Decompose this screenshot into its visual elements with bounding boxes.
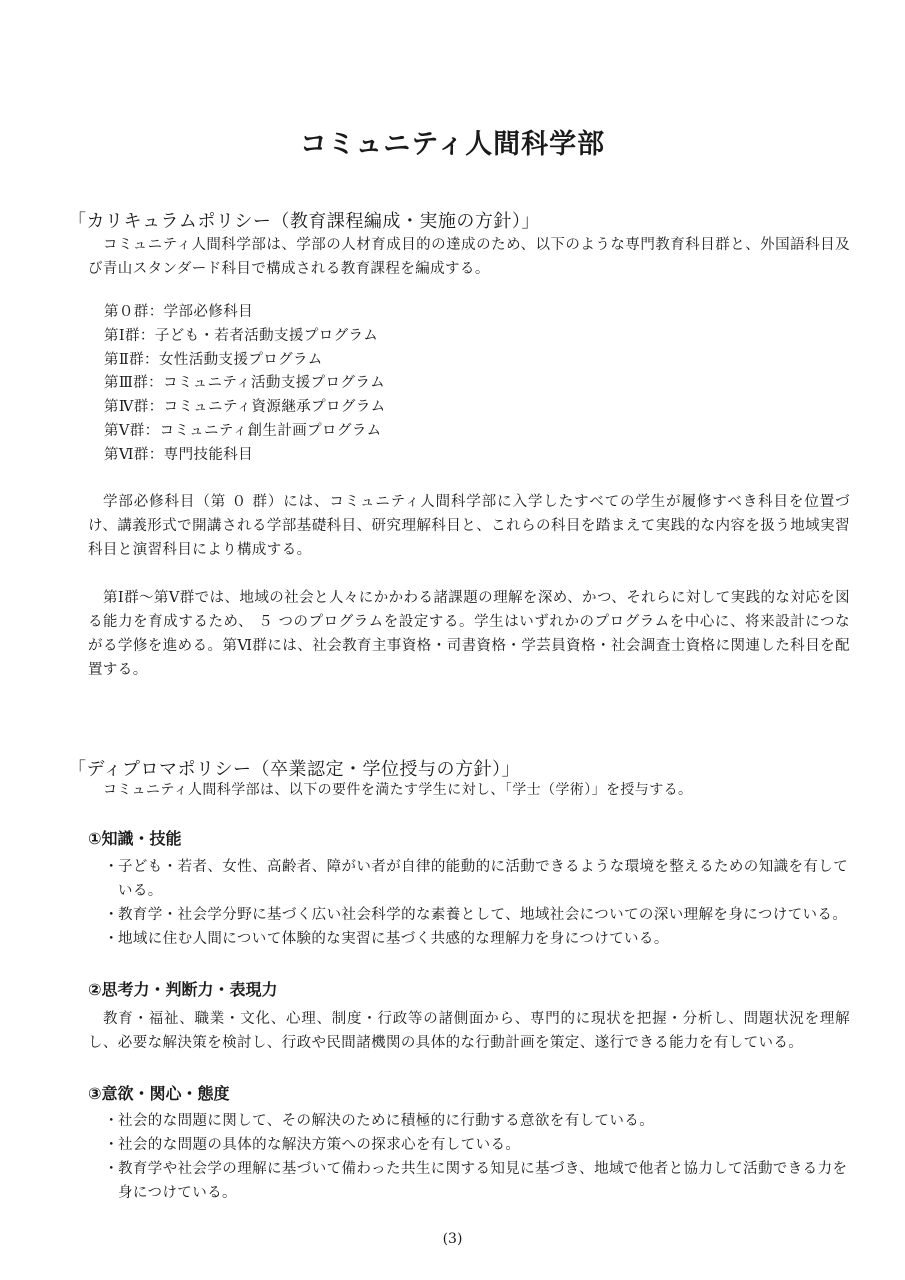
list-item: ・教育学や社会学の理解に基づいて備わった共生に関する知見に基づき、地域で他者と協力して活動できる力を身につけている。 — [104, 1157, 856, 1205]
diploma-intro: コミュニティ人間科学部は、以下の要件を満たす学生に対し、「学士（学術）」を授与する。 — [103, 782, 693, 798]
subject-group-list — [104, 301, 386, 468]
page-title: コミュニティ人間科学部 — [299, 129, 606, 160]
thinking-judgment-heading: ②思考力・判断力・表現力 — [88, 980, 278, 999]
subject-group-item: 第Ⅴ群：コミュニティ創生計画プログラム — [104, 422, 382, 439]
motivation-attitude-list — [104, 1109, 856, 1205]
list-item: ・地域に住む人間について体験的な実習に基づく共感的な理解力を身につけている。 — [104, 927, 856, 951]
curriculum-paragraph-required: 学部必修科目（第 ０ 群）には、コミュニティ人間科学部に入学したすべての学生が履修すべき科目を位置づけ、講義形式で開講される学部基礎科目、研究理解科目と、これらの科目を踏まえて実践的な内容を扱う地域実習科目と演習科目により構成する。 — [88, 494, 850, 558]
motivation-attitude-heading: ③意欲・関心・態度 — [88, 1084, 230, 1103]
knowledge-skills-list — [104, 855, 856, 951]
bullet-mark: ・ — [104, 931, 119, 947]
diploma-policy-heading: 「ディプロマポリシー（卒業認定・学位授与の方針）」 — [68, 759, 521, 780]
list-item: ・教育学・社会学分野に基づく広い社会科学的な素養として、地域社会についての深い理解を身につけている。 — [104, 903, 856, 927]
subject-group-item: 第Ⅰ群：子ども・若者活動支援プログラム — [104, 327, 379, 344]
subject-group-item: 第Ⅲ群：コミュニティ活動支援プログラム — [104, 375, 385, 392]
bullet-mark: ・ — [104, 859, 119, 875]
list-item: ・社会的な問題の具体的な解決方策への探求心を有している。 — [104, 1133, 856, 1157]
curriculum-paragraph-programs: 第Ⅰ群～第Ⅴ群では、地域の社会と人々にかかわる諸課題の理解を深め、かつ、それらに対して実践的な対応を図る能力を育成するため、 ５ つのプログラムを設定する。学生はいずれかのプログラムを中心に、将来設計につながる学修を進める。第Ⅵ群には、社会教育主事資格・司書資格・学芸員資格・社会調査士資格に関連した科目を配置する。 — [88, 590, 850, 678]
subject-group-item: 第Ⅵ群：専門技能科目 — [104, 446, 254, 463]
thinking-judgment-text: 教育・福祉、職業・文化、心理、制度・行政等の諸側面から、専門的に現状を把握・分析し、問題状況を理解し、必要な解決策を検討し、行政や民間諸機関の具体的な行動計画を策定、遂行できる能力を有している。 — [88, 1011, 850, 1051]
bullet-mark: ・ — [104, 1161, 119, 1177]
subject-group-item: 第Ⅳ群：コミュニティ資源継承プログラム — [104, 399, 386, 416]
curriculum-intro: コミュニティ人間科学部は、学部の人材育成目的の達成のため、以下のような専門教育科目群と、外国語科目及び青山スタンダード科目で構成される教育課程を編成する。 — [88, 237, 850, 277]
knowledge-skills-heading: ①知識・技能 — [88, 829, 182, 848]
page-number: (3) — [442, 1231, 463, 1247]
bullet-mark: ・ — [104, 907, 119, 923]
list-item: ・社会的な問題に関して、その解決のために積極的に行動する意欲を有している。 — [104, 1109, 856, 1133]
bullet-mark: ・ — [104, 1113, 119, 1129]
subject-group-item: 第０群：学部必修科目 — [104, 304, 253, 320]
curriculum-policy-heading: 「カリキュラムポリシー（教育課程編成・実施の方針）」 — [68, 211, 540, 232]
subject-group-item: 第Ⅱ群：女性活動支援プログラム — [104, 351, 323, 368]
list-item: ・子ども・若者、女性、高齢者、障がい者が自律的能動的に活動できるような環境を整えるための知識を有している。 — [104, 855, 856, 903]
bullet-mark: ・ — [104, 1137, 119, 1153]
